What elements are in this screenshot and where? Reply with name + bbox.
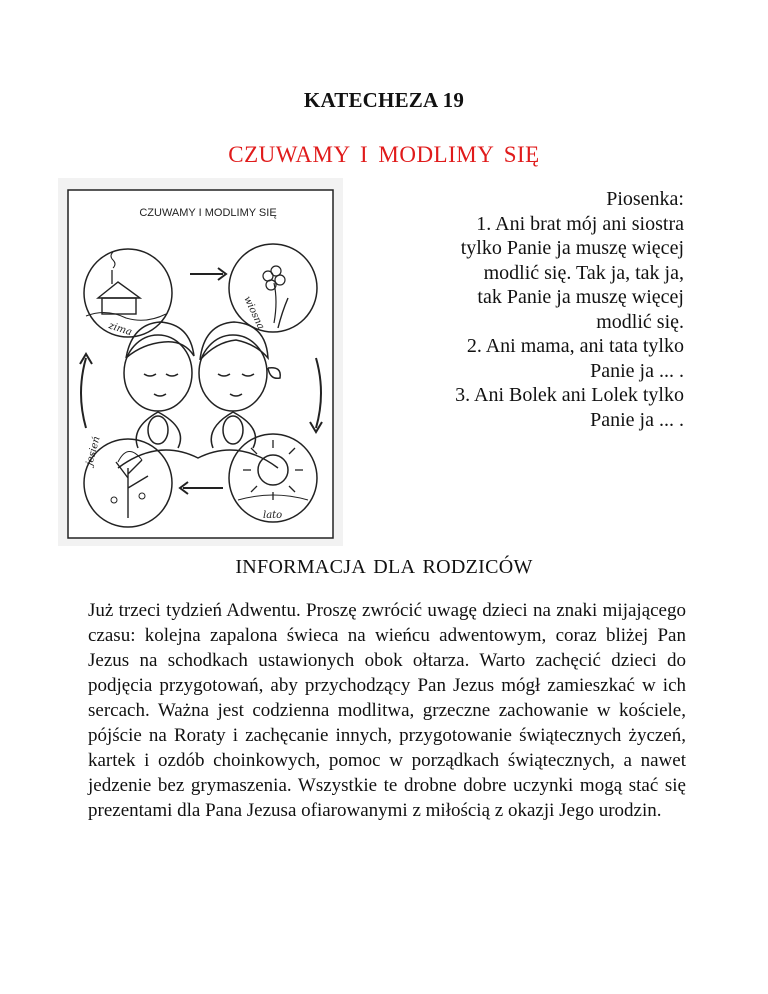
song-heading: Piosenka: bbox=[606, 188, 684, 210]
info-paragraph: Już trzeci tydzień Adwentu. Proszę zwrócić uwagę dzieci na znaki mijającego czasu: kolejna zapalona świeca na wieńcu adwentowym, coraz bliżej Pan Jezus na schodkach ustawionych obok ołtarza. Warto zachęcić dzieci do podjęcia przygotowań, aby przychodzący Pan Jezus mógł zamieszkać w ich sercach. Ważna jest codzienna modlitwa, grzeczne zachowanie w kościele, pójście na Roraty i zachęcanie innych, przygotowanie świątecznych życzeń, kartek i ozdób choinkowych, pomoc w porządkach świątecznych, a nawet jedzenie bez grymaszenia. Wszystkie te drobne dobre uczynki mogą stać się prezentami dla Pana Jezusa ofiarowanymi z miłością z okazji Jego urodzin. bbox=[88, 600, 686, 821]
song-line: modlić się. bbox=[596, 310, 684, 333]
song-line: 3. Ani Bolek ani Lolek tylko bbox=[455, 384, 684, 406]
page-subtitle: CZUWAMY I MODLIMY SIĘ bbox=[228, 142, 540, 167]
song-line: modlić się. Tak ja, tak ja, bbox=[483, 261, 684, 284]
spring-label: wiosna bbox=[241, 294, 267, 332]
song-line: tylko Panie ja muszę więcej bbox=[460, 237, 684, 259]
illustration-drawing bbox=[58, 178, 343, 546]
song-line: 2. Ani mama, ani tata tylko bbox=[466, 335, 684, 357]
info-heading: INFORMACJA DLA RODZICÓW bbox=[235, 556, 533, 578]
coloring-illustration bbox=[58, 178, 343, 546]
song-line: 1. Ani brat mój ani siostra bbox=[476, 212, 684, 235]
illustration-caption: CZUWAMY I MODLIMY SIĘ bbox=[139, 207, 277, 219]
summer-label: lato bbox=[263, 510, 283, 521]
song-line: Panie ja ... . bbox=[590, 408, 684, 431]
song-line: Panie ja ... . bbox=[590, 359, 684, 382]
page-title: KATECHEZA 19 bbox=[303, 88, 465, 112]
song-line: tak Panie ja muszę więcej bbox=[477, 286, 684, 308]
song-lyrics bbox=[364, 187, 684, 432]
winter-label: zima bbox=[107, 320, 134, 339]
autumn-label: jesień bbox=[84, 435, 103, 467]
